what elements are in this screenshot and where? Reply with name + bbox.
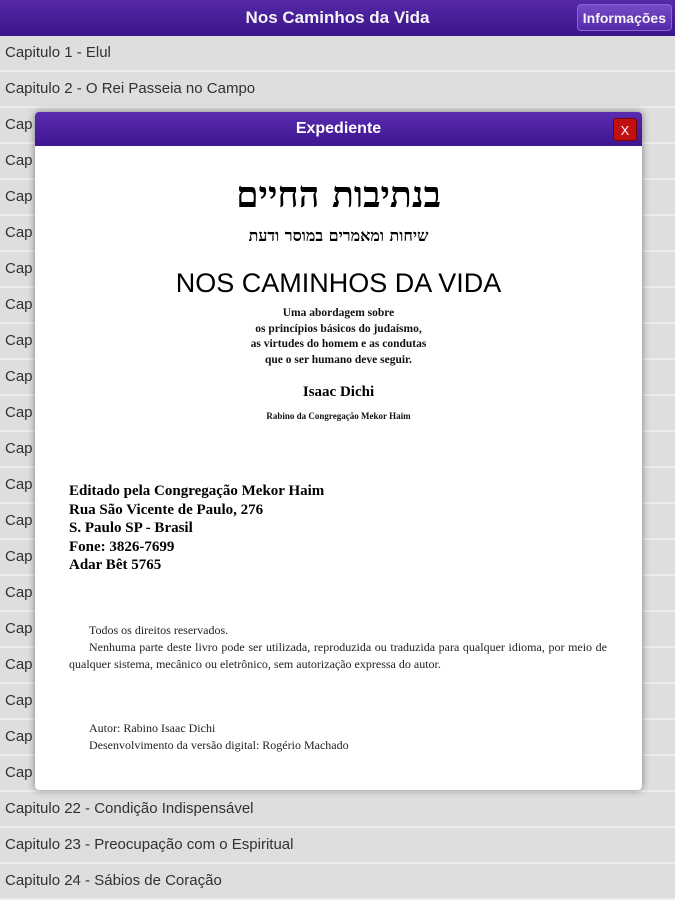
chapter-item[interactable]: Cap [0, 612, 675, 648]
chapter-item[interactable]: Cap [0, 216, 675, 252]
chapter-item[interactable]: Capitulo 22 - Condição Indispensável [0, 792, 675, 828]
chapter-item[interactable]: Cap [0, 504, 675, 540]
rights-heading: Todos os direitos reservados. [89, 623, 229, 637]
chapter-item[interactable]: Cap [0, 432, 675, 468]
chapter-item[interactable]: Cap [0, 648, 675, 684]
credits [89, 720, 349, 754]
chapter-item[interactable]: Cap [0, 684, 675, 720]
abstract-line: os princípios básicos do judaísmo, [255, 322, 422, 335]
abstract-line: as virtudes do homem e as condutas [250, 338, 427, 350]
info-button[interactable]: Informações [577, 4, 672, 31]
chapter-item[interactable]: Capitulo 2 - O Rei Passeia no Campo [0, 72, 675, 108]
chapter-item[interactable]: Capitulo 24 - Sábios de Coração [0, 864, 675, 900]
expediente-dialog [35, 112, 642, 790]
chapter-item[interactable]: Cap [0, 468, 675, 504]
publisher-line: Editado pela Congregação Mekor Haim [69, 483, 325, 499]
chapter-item[interactable]: Capitulo 23 - Preocupação com o Espiritual [0, 828, 675, 864]
dialog-header [35, 112, 642, 146]
chapter-item[interactable]: Capitulo 1 - Elul [0, 36, 675, 72]
publisher-line: S. Paulo SP - Brasil [69, 520, 193, 536]
publisher-info [69, 482, 324, 575]
chapter-item[interactable]: Cap [0, 144, 675, 180]
publisher-line: Fone: 3826-7699 [69, 538, 175, 555]
rights-notice [69, 622, 607, 673]
dialog-body [35, 146, 642, 790]
author-name: Isaac Dichi [302, 384, 375, 400]
hebrew-subtitle: שיחות ומאמרים במוסר ודעת [248, 226, 429, 245]
chapter-item[interactable]: Cap [0, 252, 675, 288]
hebrew-title: בנתיבות החיים [236, 174, 441, 216]
close-button[interactable]: X [613, 118, 637, 141]
chapter-item[interactable]: Cap [0, 540, 675, 576]
chapter-item[interactable]: Cap [0, 288, 675, 324]
book-title: NOS CAMINHOS DA VIDA [175, 268, 502, 298]
publisher-line: Rua São Vicente de Paulo, 276 [69, 501, 264, 518]
chapter-item[interactable]: Cap [0, 360, 675, 396]
chapter-item[interactable]: Cap [0, 396, 675, 432]
publisher-line: Adar Bêt 5765 [69, 557, 162, 573]
chapter-item[interactable]: Cap [0, 576, 675, 612]
abstract-line: Uma abordagem sobre [282, 307, 395, 319]
credit-developer: Desenvolvimento da versão digital: Rogério Machado [89, 738, 349, 752]
book-abstract [35, 306, 642, 368]
chapter-item[interactable]: Cap [0, 324, 675, 360]
dialog-title: Expediente [295, 120, 382, 137]
chapter-item[interactable]: Cap [0, 720, 675, 756]
chapter-item[interactable]: Cap [0, 108, 675, 144]
chapter-item[interactable]: Cap [0, 180, 675, 216]
rights-text: Nenhuma parte deste livro pode ser utilizada, reproduzida ou traduzida para qualquer idioma, por meio de qualquer sistema, mecânico ou eletrônico, sem autorização expressa do autor. [69, 640, 607, 671]
credit-author: Autor: Rabino Isaac Dichi [89, 721, 216, 735]
chapter-item[interactable]: Cap [0, 756, 675, 792]
author-role: Rabino da Congregação Mekor Haim [266, 411, 411, 421]
app-title: Nos Caminhos da Vida [245, 8, 430, 27]
abstract-line: que o ser humano deve seguir. [265, 353, 412, 366]
